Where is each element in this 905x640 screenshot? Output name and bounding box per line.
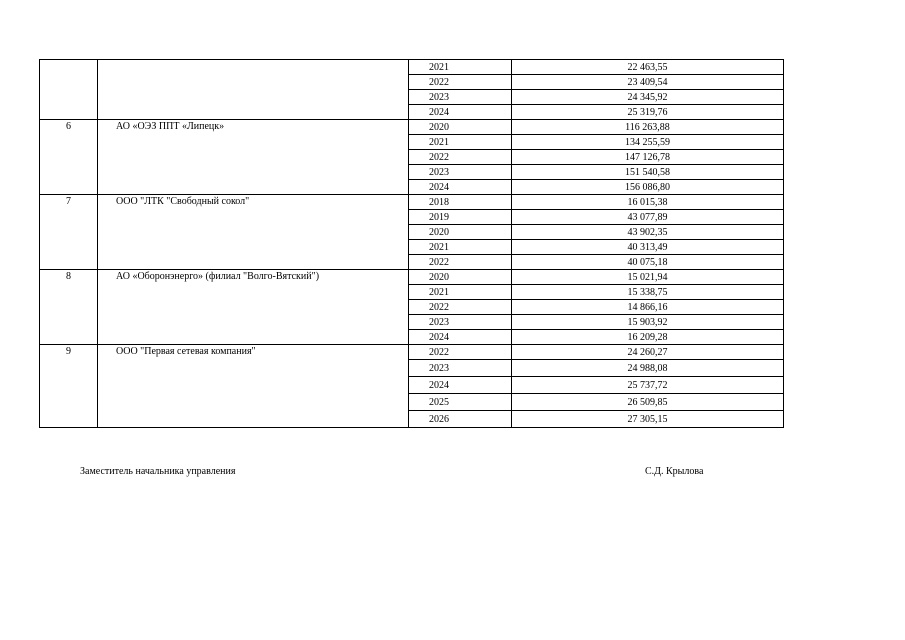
year-cell: 2020 [409, 120, 512, 135]
value-cell: 24 988,08 [512, 360, 784, 377]
value-cell: 24 260,27 [512, 345, 784, 360]
organization-name: АО «Оборонэнерго» (филиал "Волго-Вятский") [98, 270, 409, 345]
value-cell: 27 305,15 [512, 411, 784, 428]
value-cell: 25 319,76 [512, 105, 784, 120]
tariff-table [39, 59, 784, 428]
year-cell: 2022 [409, 300, 512, 315]
value-cell: 26 509,85 [512, 394, 784, 411]
year-cell: 2023 [409, 90, 512, 105]
year-cell: 2023 [409, 360, 512, 377]
year-cell: 2019 [409, 210, 512, 225]
year-cell: 2021 [409, 60, 512, 75]
table-row [40, 345, 784, 360]
year-cell: 2025 [409, 394, 512, 411]
value-cell: 22 463,55 [512, 60, 784, 75]
year-cell: 2022 [409, 345, 512, 360]
value-cell: 16 015,38 [512, 195, 784, 210]
value-cell: 14 866,16 [512, 300, 784, 315]
year-cell: 2022 [409, 255, 512, 270]
value-cell: 40 313,49 [512, 240, 784, 255]
row-number: 7 [40, 195, 98, 270]
year-cell: 2022 [409, 150, 512, 165]
year-cell: 2018 [409, 195, 512, 210]
year-cell: 2023 [409, 315, 512, 330]
year-cell: 2020 [409, 270, 512, 285]
footer-position: Заместитель начальника управления [80, 466, 236, 477]
value-cell: 15 903,92 [512, 315, 784, 330]
organization-name [98, 60, 409, 120]
value-cell: 40 075,18 [512, 255, 784, 270]
value-cell: 116 263,88 [512, 120, 784, 135]
value-cell: 16 209,28 [512, 330, 784, 345]
year-cell: 2024 [409, 105, 512, 120]
value-cell: 43 077,89 [512, 210, 784, 225]
row-number: 8 [40, 270, 98, 345]
year-cell: 2026 [409, 411, 512, 428]
year-cell: 2022 [409, 75, 512, 90]
value-cell: 25 737,72 [512, 377, 784, 394]
year-cell: 2023 [409, 165, 512, 180]
value-cell: 43 902,35 [512, 225, 784, 240]
value-cell: 156 086,80 [512, 180, 784, 195]
row-number: 9 [40, 345, 98, 428]
year-cell: 2021 [409, 240, 512, 255]
organization-name: ООО "ЛТК "Свободный сокол" [98, 195, 409, 270]
year-cell: 2024 [409, 180, 512, 195]
table-row [40, 120, 784, 135]
value-cell: 23 409,54 [512, 75, 784, 90]
row-number [40, 60, 98, 120]
value-cell: 15 338,75 [512, 285, 784, 300]
organization-name: ООО "Первая сетевая компания" [98, 345, 409, 428]
value-cell: 15 021,94 [512, 270, 784, 285]
year-cell: 2021 [409, 135, 512, 150]
row-number: 6 [40, 120, 98, 195]
table-row [40, 195, 784, 210]
organization-name: АО «ОЭЗ ППТ «Липецк» [98, 120, 409, 195]
footer-signature-name: С.Д. Крылова [645, 466, 704, 477]
value-cell: 147 126,78 [512, 150, 784, 165]
year-cell: 2024 [409, 377, 512, 394]
value-cell: 24 345,92 [512, 90, 784, 105]
year-cell: 2024 [409, 330, 512, 345]
table-row [40, 270, 784, 285]
year-cell: 2020 [409, 225, 512, 240]
year-cell: 2021 [409, 285, 512, 300]
value-cell: 151 540,58 [512, 165, 784, 180]
tariff-table-body [40, 60, 784, 428]
value-cell: 134 255,59 [512, 135, 784, 150]
table-row [40, 60, 784, 75]
